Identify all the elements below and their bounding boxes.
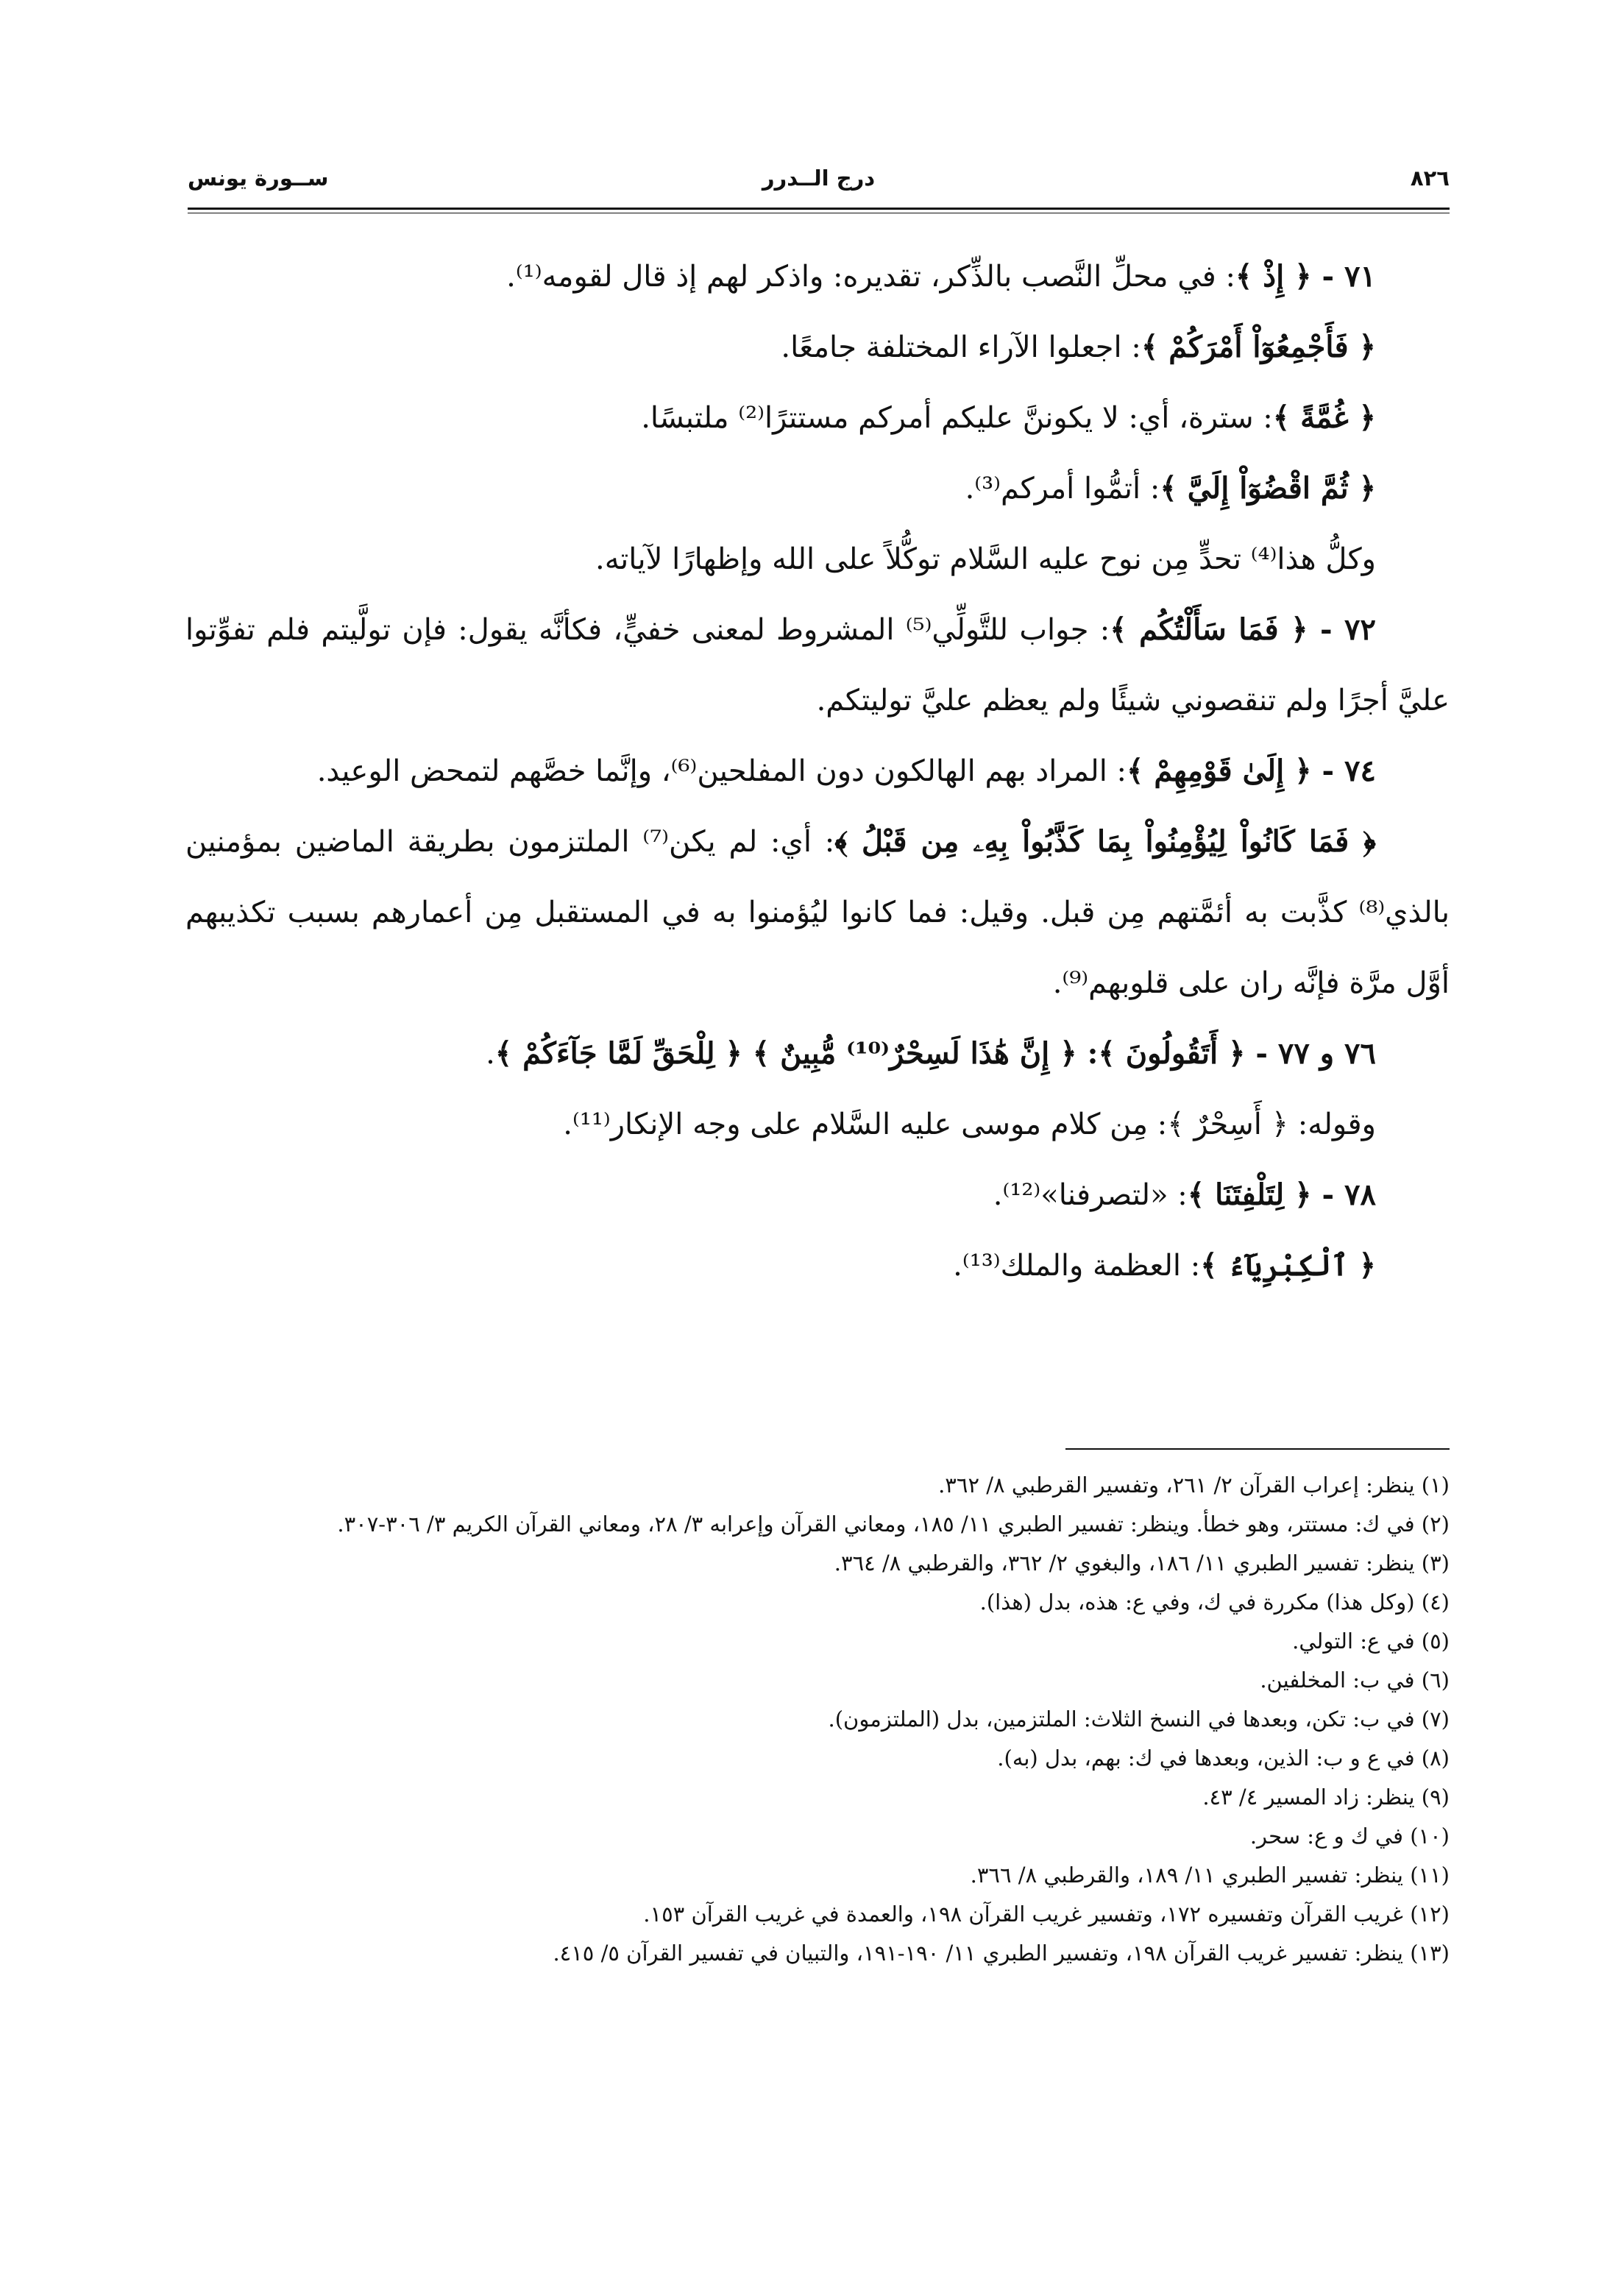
commentary-text: : جواب للتَّولِّي⁽⁵⁾ المشروط لمعنى خفيٍّ، فكأنَّه يقول: فإن تولَّيتم فلم تفوِّتوا عليَّ أجرًا ولم تنقصوني شيئًا ولم يعظم عليَّ توليتكم. [185, 613, 1450, 718]
quran-phrase: ﴿ لِتَلْفِتَنَا ﴾ [1187, 1177, 1312, 1212]
verse-comment-74-fama-kanu [185, 807, 1450, 1018]
footnote-5: (٥) في ع: التولي. [1292, 1629, 1450, 1654]
verse-comment-76-77 [185, 1018, 1450, 1089]
quran-phrase: ﴿ غُمَّةً ﴾ [1272, 400, 1376, 435]
quran-phrase: ﴿ ثُمَّ اقْضُوٓاْ إِلَيَّ ﴾ [1160, 471, 1376, 506]
footnote-3: (٣) ينظر: تفسير الطبري ١١/ ١٨٦، والبغوي ٢/ ٣٦٢، والقرطبي ٨/ ٣٦٤. [834, 1551, 1450, 1576]
verse-number: ٧٦ و ٧٧ - [1245, 1036, 1376, 1071]
page-header [188, 163, 1450, 202]
verse-comment-72 [185, 595, 1450, 736]
footnote-11: (١١) ينظر: تفسير الطبري ١١/ ١٨٩، والقرطبي ٨/ ٣٦٦. [970, 1863, 1450, 1888]
quran-phrase: ﴿ إِذْ ﴾ [1235, 259, 1312, 294]
book-title: درج الــدرر [762, 166, 876, 191]
quran-phrase: ﴿ ٱلْكِبْرِيَآءُ ﴾ [1200, 1248, 1376, 1283]
verse-number: ٧١ - [1311, 259, 1376, 294]
footnote-8: (٨) في ع و ب: الذين، وبعدها في ك: بهم، بدل (به). [997, 1746, 1450, 1771]
commentary-text: : المراد بهم الهالكون دون المفلحين⁽⁶⁾، وإنَّما خصَّهم لتمحض الوعيد. [316, 754, 1127, 788]
footnotes [185, 1466, 1450, 1973]
verse-number: ٧٢ - [1308, 612, 1376, 647]
footnote-1: (١) ينظر: إعراب القرآن ٢/ ٢٦١، وتفسير القرطبي ٨/ ٣٦٢. [938, 1473, 1450, 1498]
verse-number: ٧٨ - [1311, 1177, 1376, 1212]
footnote-10: (١٠) في ك و ع: سحر. [1249, 1824, 1450, 1849]
commentary-text: : أتمُّوا أمركم⁽³⁾. [965, 472, 1160, 506]
commentary-body [185, 241, 1450, 1301]
footnote-4: (٤) (وكل هذا) مكررة في ك، وفي ع: هذه، بدل (هذا). [979, 1590, 1450, 1615]
surah-name: ســورة يونس [188, 166, 329, 191]
quran-phrase: ﴿ فَأَجْمِعُوٓاْ أَمْرَكُمْ ﴾ [1141, 330, 1376, 364]
quran-phrase: ﴿ أَتَقُولُونَ ﴾: ﴿ إِنَّ هَٰذَا لَسِحْرٌ⁽¹⁰⁾ مُّبِينٌ ﴾ ﴿ لِلْحَقِّ لَمَّا جَآءَكُمْ ﴾ [494, 1036, 1246, 1071]
verse-comment-71-ajmiu [185, 312, 1450, 383]
header-rule [188, 208, 1450, 213]
footnote-rule [1065, 1448, 1450, 1450]
commentary-text: وكلُّ هذا⁽⁴⁾ تحدٍّ مِن نوح عليه السَّلام توكُّلاً على الله وإظهارًا لآياته. [595, 542, 1376, 576]
footnote-13: (١٣) ينظر: تفسير غريب القرآن ١٩٨، وتفسير الطبري ١١/ ١٩٠-١٩١، والتبيان في تفسير القرآن ٥/ ٤١٥. [553, 1941, 1450, 1966]
commentary-text: : العظمة والملك⁽¹³⁾. [953, 1249, 1201, 1283]
verse-comment-71-idh [185, 241, 1450, 312]
verse-comment-71-iqdu [185, 453, 1450, 524]
commentary-text: . [486, 1037, 495, 1071]
commentary-text: وقوله: ﴿ أَسِحْرٌ ﴾: مِن كلام موسى عليه السَّلام على وجه الإنكار⁽¹¹⁾. [563, 1108, 1376, 1141]
commentary-text: : «لتصرفنا»⁽¹²⁾. [993, 1178, 1188, 1212]
verse-comment-78-kibriya [185, 1230, 1450, 1301]
footnote-2: (٢) في ك: مستتر، وهو خطأ. وينظر: تفسير الطبري ١١/ ١٨٥، ومعاني القرآن وإعرابه ٣/ ٢٨، ومعاني القرآن الكريم ٣/ ٣٠٦-٣٠٧. [337, 1512, 1450, 1537]
commentary-text: : في محلِّ النَّصب بالذِّكر، تقديره: واذكر لهم إذ قال لقومه⁽¹⁾. [506, 260, 1235, 294]
commentary-text: : سترة، أي: لا يكوننَّ عليكم أمركم مستترًا⁽²⁾ ملتبسًا. [641, 401, 1273, 435]
footnote-7: (٧) في ب: تكن، وبعدها في النسخ الثلاث: الملتزمين، بدل (الملتزمون). [828, 1707, 1450, 1732]
page-number: ٨٢٦ [1410, 166, 1450, 191]
verse-comment-71-summary [185, 524, 1450, 595]
verse-comment-71-ghummah [185, 383, 1450, 453]
footnote-12: (١٢) غريب القرآن وتفسيره ١٧٢، وتفسير غريب القرآن ١٩٨، والعمدة في غريب القرآن ١٥٣. [643, 1902, 1450, 1927]
commentary-text: : اجعلوا الآراء المختلفة جامعًا. [781, 330, 1141, 364]
verse-comment-74-qawmihim [185, 736, 1450, 807]
verse-number: ٧٤ - [1311, 754, 1376, 788]
commentary-text: : أي: لم يكن⁽⁷⁾ الملتزمون بطريقة الماضين بمؤمنين بالذي⁽⁸⁾ كذَّبت به أئمَّتهم مِن قبل. وقيل: فما كانوا ليُؤمنوا به في المستقبل مِن أعمارهم بسبب تكذيبهم أوَّل مرَّة فإنَّه ران على قلوبهم⁽⁹⁾. [185, 825, 1450, 1000]
footnote-9: (٩) ينظر: زاد المسير ٤/ ٤٣. [1202, 1785, 1450, 1810]
quran-phrase: ﴿ فَمَا كَانُواْ لِيُؤْمِنُواْ بِمَا كَذَّبُواْ بِهِۦ مِن قَبْلُ ﴾ [834, 824, 1376, 859]
footnote-6: (٦) في ب: المخلفين. [1260, 1668, 1450, 1693]
verse-comment-78-litalfitana [185, 1160, 1450, 1230]
verse-comment-77-asihrun [185, 1089, 1450, 1160]
quran-phrase: ﴿ فَمَا سَأَلْتُكُم ﴾ [1110, 612, 1308, 647]
quran-phrase: ﴿ إِلَىٰ قَوْمِهِمْ ﴾ [1127, 754, 1312, 788]
